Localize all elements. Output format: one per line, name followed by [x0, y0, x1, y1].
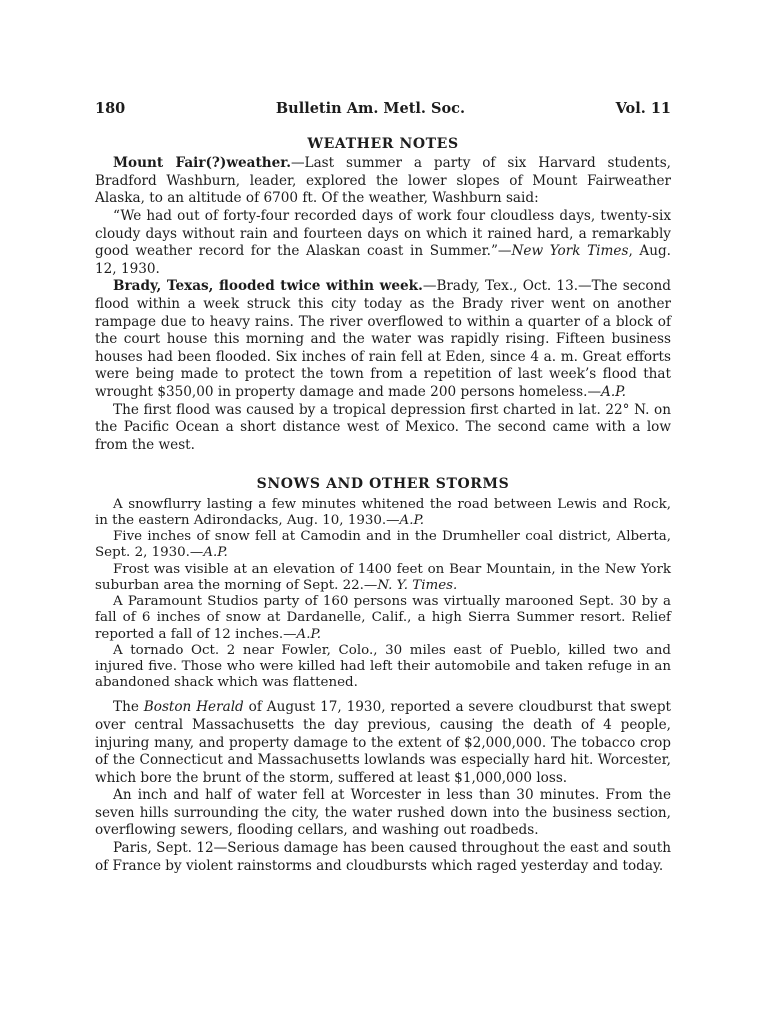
source-citation: A.P. — [601, 383, 626, 400]
paragraph-text: —Brady, Tex., Oct. 13.—The second flood within a week struck this city today as the Brady river went on another rampage due to heavy rains. The river overflowed to within a quarter of a block of the court house this morning and the water was rapidly rising. Fifteen business houses had been flooded. Six inches of rain fell at Eden, since 4 a. m. Great efforts were being made to protect the town from a repetition of last week’s flood that wrought $350,00 in property damage and made 200 persons homeless.— — [95, 278, 671, 400]
paragraph-text: A tornado Oct. 2 near Fowler, Colo., 30 miles east of Pueblo, killed two and injured five. Those who were killed had left their automobile and taken refuge in an abandoned shack which was flattened. — [95, 642, 671, 691]
paragraph-lead: The — [113, 699, 144, 716]
running-header — [95, 100, 671, 118]
paragraph-text: —Last summer a party of six Harvard students, Bradford Washburn, leader, explored the lower slopes of Mount Fairweather Alaska, to an altitude of 6700 ft. Of the weather, Washburn said: — [95, 155, 671, 207]
source-citation: New York Times — [511, 243, 629, 260]
volume-number: Vol. 11 — [615, 100, 671, 117]
page-number: 180 — [95, 100, 126, 117]
source-citation: A.P. — [399, 513, 425, 529]
paragraph-frost — [95, 562, 671, 594]
paragraph-lead: Mount Fair(?)weather. — [113, 155, 291, 172]
paragraph-lead: Brady, Texas, flooded twice within week. — [113, 278, 423, 295]
paragraph-camodin — [95, 529, 671, 561]
paragraph-boston-herald — [95, 699, 671, 787]
paragraph-paris — [95, 840, 671, 875]
section-title-snows-storms: SNOWS AND OTHER STORMS — [256, 476, 510, 493]
journal-title: Bulletin Am. Metl. Soc. — [275, 100, 466, 117]
paragraph-tail: , Aug. 12, 1930. — [95, 243, 671, 277]
news-items — [95, 497, 671, 691]
paragraph-text: The first flood was caused by a tropical depression first charted in lat. 22° N. on the Pacific Ocean a short distance west of Mexico. The second came with a low from the west. — [95, 401, 671, 453]
spacer — [95, 691, 671, 699]
source-citation: N. Y. Times. — [377, 577, 458, 593]
paragraph-text: Paris, Sept. 12—Serious damage has been caused throughout the east and south of France by violent rainstorms and cloudbursts which raged yesterday and today. — [95, 840, 671, 874]
paragraph-worcester — [95, 787, 671, 840]
source-citation: A.P. — [296, 626, 322, 642]
paragraph-tornado — [95, 643, 671, 692]
paragraph-text: “We had out of forty-four recorded days of work four cloudless days, twenty-six cloudy days without rain and fourteen days on which it rained hard, a remarkably good weather record for the Alaskan coast in Summer.”— — [95, 207, 671, 260]
paragraph-first-flood — [95, 402, 671, 455]
paragraph-text: Frost was visible at an elevation of 1400 feet on Bear Mountain, in the New York suburban area the morning of Sept. 22.— — [95, 561, 671, 593]
text-column — [95, 100, 671, 875]
paragraph-text: Five inches of snow fell at Camodin and in the Drumheller coal district, Alberta, Sept. 2, 1930.— — [95, 529, 671, 561]
paragraph-quote — [95, 208, 671, 278]
paragraph-text: A Paramount Studios party of 160 persons was virtually marooned Sept. 30 by a fall of 6 inches of snow at Dardanelle, Calif., a high Sierra Summer resort. Relief reported a fall of 12 inches.— — [95, 594, 671, 642]
paragraph-snowflurry — [95, 497, 671, 529]
paragraph-brady-texas — [95, 278, 671, 401]
paragraph-text: A snowflurry lasting a few minutes whitened the road between Lewis and Rock, in the eastern Adirondacks, Aug. 10, 1930.— — [95, 496, 671, 529]
paragraph-text: An inch and half of water fell at Worcester in less than 30 minutes. From the seven hills surrounding the city, the water rushed down into the business section, overflowing sewers, flooding cellars, and washing out roadbeds. — [95, 787, 671, 839]
section-title-weather-notes: WEATHER NOTES — [307, 135, 459, 152]
paragraph-mount-fairweather — [95, 155, 671, 208]
source-citation: Boston Herald — [143, 699, 244, 716]
source-citation: A.P. — [203, 545, 228, 561]
paragraph-text: of August 17, 1930, reported a severe cloudburst that swept over central Massachusetts the day previous, causing the death of 4 people, injuring many, and property damage to the extent of $2,000,000. The tobacco crop of the Connecticut and Massachusetts lowlands was especially hard hit. Worcester, which bore the brunt of the storm, suffered at least $1,000,000 loss. — [95, 699, 671, 786]
paragraph-paramount — [95, 594, 671, 643]
